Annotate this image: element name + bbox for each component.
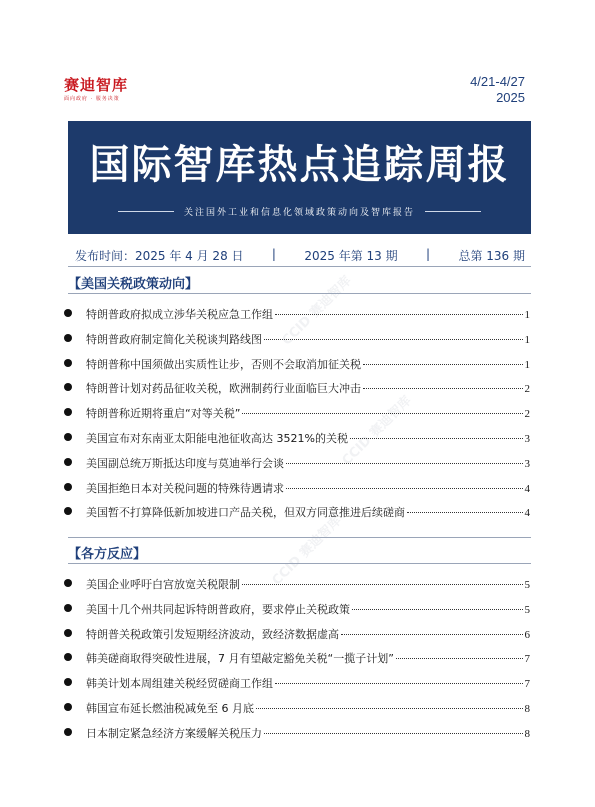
leader-dots <box>341 634 523 635</box>
leader-dots <box>264 733 523 734</box>
toc-item[interactable] <box>64 650 530 675</box>
toc-item-title: 韩美磋商取得突破性进展，7 月有望敲定豁免关税“一揽子计划” <box>86 652 394 666</box>
divider-rule <box>68 266 531 267</box>
toc-item-title: 美国宣布对东南亚太阳能电池征收高达 3521%的关税 <box>86 431 348 445</box>
toc-page-number: 5 <box>524 603 530 616</box>
publish-date: 发布时间：2025 年 4 月 28 日 <box>75 249 244 263</box>
issue-number: 2025 年第 13 期 <box>304 249 398 263</box>
separator: | <box>426 247 431 261</box>
brand-name: 赛迪智库 <box>64 76 129 94</box>
bullet-icon <box>64 458 72 466</box>
bullet-icon <box>64 678 72 686</box>
leader-dots <box>256 708 523 709</box>
leader-dots <box>242 584 523 585</box>
bullet-icon <box>64 483 72 491</box>
bullet-icon <box>64 604 72 612</box>
bullet-icon <box>64 629 72 637</box>
bullet-icon <box>64 507 72 515</box>
bullet-icon <box>64 334 72 342</box>
toc-item[interactable] <box>64 405 530 430</box>
leader-dots <box>352 609 523 610</box>
toc-item[interactable] <box>64 480 530 505</box>
leader-dots <box>363 364 523 365</box>
toc-page-number: 2 <box>524 408 530 421</box>
toc-item[interactable] <box>64 626 530 651</box>
toc-page-number: 2 <box>524 383 530 396</box>
divider-rule <box>68 563 531 564</box>
leader-dots <box>242 413 522 414</box>
bullet-icon <box>64 653 72 661</box>
bullet-icon <box>64 408 72 416</box>
date-range-year: 2025 <box>496 90 525 105</box>
brand-logo <box>64 76 128 102</box>
watermark: CCID 赛迪智库 <box>269 513 345 589</box>
leader-dots <box>275 314 523 315</box>
separator: | <box>271 247 276 261</box>
divider-rule <box>68 293 531 294</box>
toc-item-title: 韩美计划本周组建关税经贸磋商工作组 <box>86 677 273 691</box>
banner-subtitle-row <box>68 204 531 218</box>
leader-dots <box>407 512 523 513</box>
toc-item[interactable] <box>64 356 530 381</box>
toc-item-title: 特朗普称中国须做出实质性让步，否则不会取消加征关税 <box>86 357 361 371</box>
toc-page-number: 5 <box>524 579 530 591</box>
toc-item-title: 特朗普关税政策引发短期经济波动，致经济数据虚高 <box>86 627 339 641</box>
toc-item[interactable] <box>64 576 530 601</box>
toc-page-number: 1 <box>524 358 530 371</box>
toc-page-number: 7 <box>524 653 530 666</box>
toc-page-number: 3 <box>524 457 530 470</box>
toc-item[interactable] <box>64 504 530 529</box>
leader-dots <box>286 488 523 489</box>
toc-item[interactable] <box>64 306 530 331</box>
bullet-icon <box>64 433 72 441</box>
toc-item[interactable] <box>64 601 530 626</box>
watermark: CCID 赛迪智库 <box>279 273 355 349</box>
leader-dots <box>350 438 523 439</box>
date-range <box>470 74 525 106</box>
toc-item[interactable] <box>64 725 530 750</box>
issue-info <box>75 247 525 264</box>
watermark: CCID 赛迪智库 <box>339 393 415 469</box>
toc-item[interactable] <box>64 430 530 455</box>
toc-item[interactable] <box>64 700 530 725</box>
toc-item[interactable] <box>64 331 530 356</box>
toc-list-us-tariff <box>64 306 530 529</box>
leader-dots <box>264 339 523 340</box>
toc-item[interactable] <box>64 380 530 405</box>
total-issue-number: 总第 136 期 <box>458 249 525 263</box>
toc-item-title: 美国企业呼吁白宫放宽关税限制 <box>86 578 240 591</box>
bullet-icon <box>64 309 72 317</box>
date-range-days: 4/21-4/27 <box>470 74 525 89</box>
toc-item-title: 美国副总统万斯抵达印度与莫迪举行会谈 <box>86 456 284 470</box>
divider-line <box>118 211 174 212</box>
toc-item-title: 韩国宣布延长燃油税减免至 6 月底 <box>86 701 254 715</box>
bullet-icon <box>64 359 72 367</box>
bullet-icon <box>64 703 72 711</box>
bullet-icon <box>64 383 72 391</box>
toc-item-title: 特朗普计划对药品征收关税，欧洲制药行业面临巨大冲击 <box>86 382 361 396</box>
toc-item-title: 特朗普称近期将重启“对等关税” <box>86 407 241 421</box>
report-title: 国际智库热点追踪周报 <box>89 141 510 188</box>
bullet-icon <box>64 579 72 587</box>
toc-item-title: 美国十几个州共同起诉特朗普政府，要求停止关税政策 <box>86 602 350 616</box>
toc-page-number: 7 <box>524 678 530 691</box>
toc-page-number: 1 <box>524 309 530 321</box>
leader-dots <box>396 658 523 659</box>
leader-dots <box>363 388 523 389</box>
toc-list-reactions <box>64 576 530 750</box>
leader-dots <box>286 463 523 464</box>
divider-rule <box>68 537 531 538</box>
section-title: 【各方反应】 <box>68 547 147 562</box>
toc-page-number: 1 <box>524 333 530 346</box>
report-subtitle: 关注国外工业和信息化领域政策动向及智库报告 <box>183 207 415 218</box>
toc-page-number: 6 <box>524 628 530 641</box>
brand-tagline: 面向政府 · 服务决策 <box>64 96 120 102</box>
leader-dots <box>275 683 523 684</box>
toc-item[interactable] <box>64 455 530 480</box>
toc-page-number: 4 <box>524 507 530 520</box>
toc-item-title: 特朗普政府制定简化关税谈判路线图 <box>86 332 262 346</box>
title-banner <box>68 121 531 234</box>
toc-item-title: 日本制定紧急经济方案缓解关税压力 <box>86 726 262 740</box>
toc-page-number: 3 <box>524 432 530 445</box>
toc-page-number: 4 <box>524 482 530 495</box>
toc-page-number: 8 <box>524 702 530 715</box>
toc-item-title: 特朗普政府拟成立涉华关税应急工作组 <box>86 308 273 321</box>
toc-page-number: 8 <box>524 727 530 740</box>
toc-item-title: 美国拒绝日本对关税问题的特殊待遇请求 <box>86 481 284 495</box>
divider-line <box>425 211 481 212</box>
section-title: 【美国关税政策动向】 <box>68 277 199 292</box>
toc-item-title: 美国暂不打算降低新加坡进口产品关税，但双方同意推进后续磋商 <box>86 506 405 520</box>
bullet-icon <box>64 728 72 736</box>
toc-item[interactable] <box>64 675 530 700</box>
